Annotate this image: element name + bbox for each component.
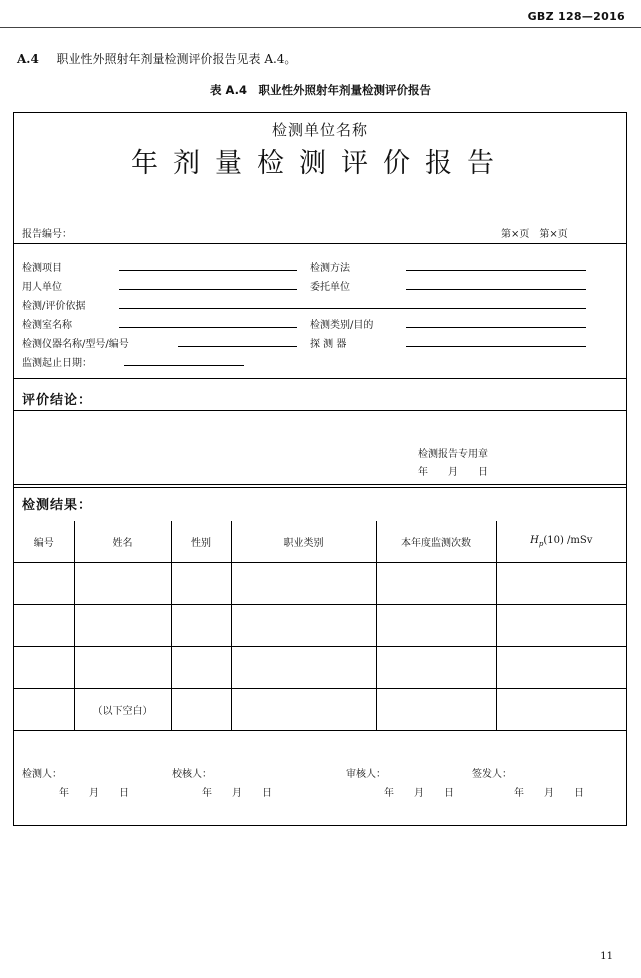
report-form xyxy=(13,112,627,826)
field-line-instrument[interactable] xyxy=(178,346,297,347)
divider-double xyxy=(14,484,626,488)
page-info: 第×页 第×页 xyxy=(501,229,568,240)
table-row xyxy=(14,605,626,647)
field-line-basis[interactable] xyxy=(119,308,586,309)
table-cell[interactable] xyxy=(74,605,171,647)
table-cell[interactable] xyxy=(14,647,74,689)
reviewer-label: 审核人： xyxy=(346,769,386,780)
table-cell[interactable] xyxy=(376,605,496,647)
field-label-basis: 检测/评价依据 xyxy=(22,301,86,312)
table-cell[interactable] xyxy=(231,647,376,689)
issuer-label: 签发人： xyxy=(472,769,512,780)
table-cell[interactable] xyxy=(376,689,496,731)
header-cell-name: 姓名 xyxy=(74,521,171,563)
table-cell[interactable] xyxy=(171,605,231,647)
page-number: 11 xyxy=(600,951,613,962)
table-title: 表 A.4 职业性外照射年剂量检测评价报告 xyxy=(210,83,431,97)
standard-code: GBZ 128—2016 xyxy=(527,10,625,23)
table-cell[interactable] xyxy=(496,647,626,689)
table-cell[interactable] xyxy=(376,647,496,689)
tester-label: 检测人： xyxy=(22,769,62,780)
table-cell[interactable] xyxy=(496,605,626,647)
table-cell[interactable] xyxy=(231,563,376,605)
intro-paragraph xyxy=(17,50,296,67)
table-row xyxy=(14,647,626,689)
table-cell[interactable] xyxy=(14,689,74,731)
table-header-row xyxy=(14,521,626,563)
header-cell-no: 编号 xyxy=(14,521,74,563)
results-label: 检测结果： xyxy=(22,498,93,513)
table-row xyxy=(14,563,626,605)
header-cell-count: 本年度监测次数 xyxy=(376,521,496,563)
reviewer-date: 年 月 日 xyxy=(384,788,454,799)
unit-name: 检测单位名称 xyxy=(271,121,368,139)
field-line-type[interactable] xyxy=(406,327,586,328)
divider-conclusion xyxy=(14,410,626,411)
header-cell-sex: 性别 xyxy=(171,521,231,563)
table-cell[interactable] xyxy=(231,689,376,731)
field-label-item: 检测项目 xyxy=(22,263,62,274)
field-line-method[interactable] xyxy=(406,270,586,271)
field-label-period: 监测起止日期： xyxy=(22,358,92,369)
field-line-detector[interactable] xyxy=(406,346,586,347)
table-cell[interactable] xyxy=(171,689,231,731)
table-cell[interactable] xyxy=(376,563,496,605)
field-line-client[interactable] xyxy=(406,289,586,290)
table-cell[interactable] xyxy=(14,563,74,605)
table-cell[interactable] xyxy=(231,605,376,647)
intro-number: A.4 xyxy=(17,52,39,66)
header-cell-occupation: 职业类别 xyxy=(231,521,376,563)
intro-text: 职业性外照射年剂量检测评价报告见表 A.4。 xyxy=(56,52,297,66)
header-cell-dose: $H_p(10)$ /mSv xyxy=(496,521,626,563)
field-label-lab: 检测室名称 xyxy=(22,320,72,331)
header-rule xyxy=(0,27,641,28)
field-label-type: 检测类别/目的 xyxy=(310,320,374,331)
checker-label: 校核人： xyxy=(172,769,212,780)
table-cell[interactable] xyxy=(74,563,171,605)
conclusion-label: 评价结论： xyxy=(22,393,93,408)
field-label-instrument: 检测仪器名称/型号/编号 xyxy=(22,339,129,350)
table-cell[interactable] xyxy=(171,563,231,605)
field-label-employer: 用人单位 xyxy=(22,282,62,293)
field-label-client: 委托单位 xyxy=(310,282,350,293)
results-table xyxy=(14,521,626,731)
report-no-label: 报告编号： xyxy=(22,229,72,240)
table-row xyxy=(14,689,626,731)
table-cell[interactable] xyxy=(74,647,171,689)
seal-text: 检测报告专用章 xyxy=(418,449,488,460)
field-label-method: 检测方法 xyxy=(310,263,350,274)
field-line-employer[interactable] xyxy=(119,289,297,290)
table-cell[interactable] xyxy=(496,563,626,605)
tester-date: 年 月 日 xyxy=(59,788,129,799)
blank-note: （以下空白） xyxy=(74,689,171,731)
field-line-period[interactable] xyxy=(124,365,244,366)
divider-fields xyxy=(14,378,626,379)
field-label-detector: 探 测 器 xyxy=(310,339,347,350)
field-line-lab[interactable] xyxy=(119,327,297,328)
divider-top xyxy=(14,243,626,244)
seal-date: 年 月 日 xyxy=(418,467,488,478)
table-cell[interactable] xyxy=(171,647,231,689)
field-line-item[interactable] xyxy=(119,270,297,271)
table-cell[interactable] xyxy=(496,689,626,731)
report-title: 年剂量检测评价报告 xyxy=(131,148,509,179)
issuer-date: 年 月 日 xyxy=(514,788,584,799)
table-cell[interactable] xyxy=(14,605,74,647)
checker-date: 年 月 日 xyxy=(202,788,272,799)
